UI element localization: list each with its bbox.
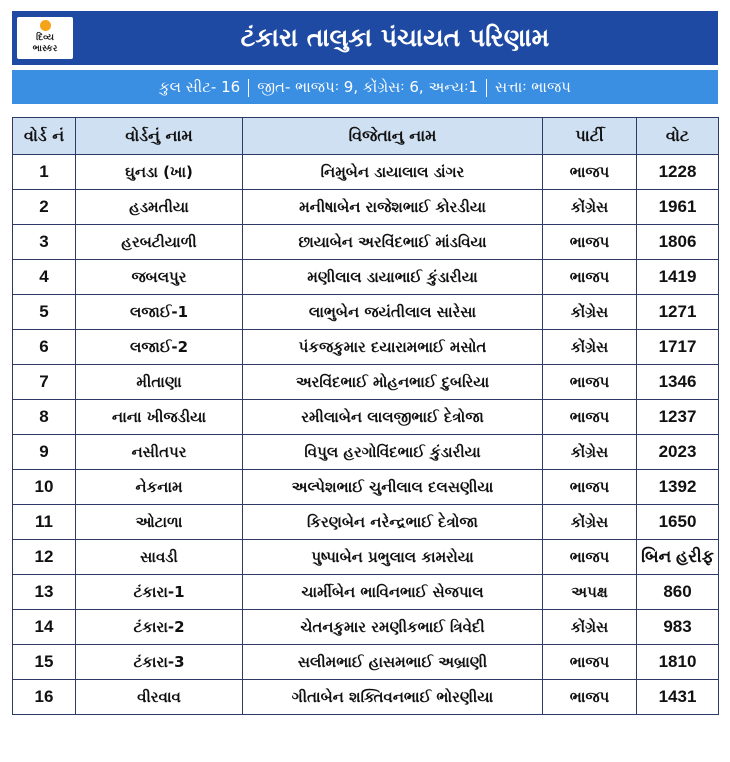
- table-row: [13, 540, 719, 575]
- party-cell: ભાજપ: [543, 225, 637, 260]
- votes-cell: 1228: [637, 155, 719, 190]
- ward-number-cell: 14: [13, 610, 76, 645]
- ward-name-cell: મીતાણા: [76, 365, 243, 400]
- ward-number-cell: 1: [13, 155, 76, 190]
- ward-name-cell: લજાઈ-2: [76, 330, 243, 365]
- divider: [486, 79, 487, 97]
- ruling-party: સત્તાઃ ભાજપ: [494, 78, 571, 96]
- party-cell: ભાજપ: [543, 645, 637, 680]
- party-cell: કોંગ્રેસ: [543, 505, 637, 540]
- table-row: [13, 260, 719, 295]
- wins-summary: જીત- ભાજપઃ 9, કોંગ્રેસઃ 6, અન્યઃ1: [257, 78, 478, 96]
- winner-name-cell: ચેતનકુમાર રમણીકભાઈ ત્રિવેદી: [243, 610, 543, 645]
- party-cell: કોંગ્રેસ: [543, 330, 637, 365]
- table-row: [13, 190, 719, 225]
- ward-name-cell: હડમતીયા: [76, 190, 243, 225]
- ward-name-cell: નેકનામ: [76, 470, 243, 505]
- header-winner-name: વિજેતાનુ નામ: [243, 118, 543, 155]
- ward-number-cell: 16: [13, 680, 76, 715]
- party-cell: અપક્ષ: [543, 575, 637, 610]
- ward-number-cell: 13: [13, 575, 76, 610]
- party-cell: ભાજપ: [543, 155, 637, 190]
- header-ward-no: વોર્ડ નં: [13, 118, 76, 155]
- winner-name-cell: ગીતાબેન શક્તિવનભાઈ ભોરણીયા: [243, 680, 543, 715]
- ward-name-cell: જબલપુર: [76, 260, 243, 295]
- ward-number-cell: 8: [13, 400, 76, 435]
- winner-name-cell: રમીલાબેન લાલજીભાઈ દેત્રોજા: [243, 400, 543, 435]
- logo-text-line2: ભાસ્કર: [32, 44, 58, 54]
- logo-text-line1: દિવ્ય: [36, 33, 54, 43]
- page-title: ટંકારા તાલુકા પંચાયત પરિણામ: [240, 23, 550, 52]
- ward-name-cell: ટંકારા-1: [76, 575, 243, 610]
- party-cell: કોંગ્રેસ: [543, 610, 637, 645]
- party-cell: ભાજપ: [543, 470, 637, 505]
- ward-name-cell: લજાઈ-1: [76, 295, 243, 330]
- ward-number-cell: 4: [13, 260, 76, 295]
- votes-cell: 1271: [637, 295, 719, 330]
- votes-cell: 1806: [637, 225, 719, 260]
- winner-name-cell: મણીલાલ ડાયાભાઈ કુંડારીયા: [243, 260, 543, 295]
- party-cell: ભાજપ: [543, 540, 637, 575]
- table-row: [13, 365, 719, 400]
- divider: [248, 79, 249, 97]
- ward-name-cell: સાવડી: [76, 540, 243, 575]
- header-votes: વોટ: [637, 118, 719, 155]
- votes-cell: 1717: [637, 330, 719, 365]
- winner-name-cell: છાયાબેન અરવિંદભાઈ માંડવિયા: [243, 225, 543, 260]
- winner-name-cell: પંકજકુમાર દયારામભાઈ મસોત: [243, 330, 543, 365]
- ward-number-cell: 11: [13, 505, 76, 540]
- votes-cell: 1419: [637, 260, 719, 295]
- table-header-row: [13, 118, 719, 155]
- title-banner: [12, 11, 718, 65]
- table-row: [13, 680, 719, 715]
- ward-name-cell: ઘુનડા (ખા): [76, 155, 243, 190]
- table-row: [13, 470, 719, 505]
- votes-cell: 1392: [637, 470, 719, 505]
- party-cell: ભાજપ: [543, 260, 637, 295]
- votes-cell: 1650: [637, 505, 719, 540]
- ward-name-cell: ઓટાળા: [76, 505, 243, 540]
- header-party: પાર્ટી: [543, 118, 637, 155]
- ward-number-cell: 7: [13, 365, 76, 400]
- ward-number-cell: 12: [13, 540, 76, 575]
- votes-cell: 1961: [637, 190, 719, 225]
- ward-name-cell: હરબટીયાળી: [76, 225, 243, 260]
- ward-number-cell: 2: [13, 190, 76, 225]
- votes-cell: 1431: [637, 680, 719, 715]
- total-seats: કુલ સીટ- 16: [159, 78, 241, 96]
- party-cell: કોંગ્રેસ: [543, 435, 637, 470]
- table-row: [13, 610, 719, 645]
- votes-cell: 983: [637, 610, 719, 645]
- ward-number-cell: 3: [13, 225, 76, 260]
- ward-name-cell: ટંકારા-2: [76, 610, 243, 645]
- table-row: [13, 330, 719, 365]
- sun-icon: [40, 20, 51, 31]
- ward-name-cell: નાના ખીજડીયા: [76, 400, 243, 435]
- winner-name-cell: મનીષાબેન રાજેશભાઈ કોરડીયા: [243, 190, 543, 225]
- winner-name-cell: વિપુલ હરગોવિંદભાઈ કુંડારીયા: [243, 435, 543, 470]
- party-cell: ભાજપ: [543, 365, 637, 400]
- party-cell: કોંગ્રેસ: [543, 190, 637, 225]
- ward-number-cell: 9: [13, 435, 76, 470]
- votes-cell: 860: [637, 575, 719, 610]
- winner-name-cell: અલ્પેશભાઈ ચુનીલાલ દલસણીયા: [243, 470, 543, 505]
- winner-name-cell: નિમુબેન ડાયાલાલ ડાંગર: [243, 155, 543, 190]
- party-cell: કોંગ્રેસ: [543, 295, 637, 330]
- table-row: [13, 505, 719, 540]
- divya-bhaskar-logo: [17, 17, 73, 59]
- ward-number-cell: 5: [13, 295, 76, 330]
- ward-name-cell: વીરવાવ: [76, 680, 243, 715]
- table-body: [13, 155, 719, 715]
- table-row: [13, 435, 719, 470]
- winner-name-cell: ચાર્મીબેન ભાવિનભાઈ સેજપાલ: [243, 575, 543, 610]
- table-row: [13, 155, 719, 190]
- votes-cell: બિન હરીફ: [637, 540, 719, 575]
- results-table: [12, 117, 719, 715]
- party-cell: ભાજપ: [543, 680, 637, 715]
- header-ward-name: વોર્ડનું નામ: [76, 118, 243, 155]
- ward-name-cell: નસીતપર: [76, 435, 243, 470]
- votes-cell: 1237: [637, 400, 719, 435]
- votes-cell: 2023: [637, 435, 719, 470]
- party-cell: ભાજપ: [543, 400, 637, 435]
- summary-bar: [12, 70, 718, 104]
- table-row: [13, 400, 719, 435]
- ward-number-cell: 6: [13, 330, 76, 365]
- votes-cell: 1346: [637, 365, 719, 400]
- winner-name-cell: લાભુબેન જયંતીલાલ સારેસા: [243, 295, 543, 330]
- ward-name-cell: ટંકારા-3: [76, 645, 243, 680]
- ward-number-cell: 15: [13, 645, 76, 680]
- table-row: [13, 295, 719, 330]
- winner-name-cell: અરવિંદભાઈ મોહનભાઈ દુબરિયા: [243, 365, 543, 400]
- winner-name-cell: સલીમભાઈ હાસમભાઈ અબ્રાણી: [243, 645, 543, 680]
- ward-number-cell: 10: [13, 470, 76, 505]
- winner-name-cell: કિરણબેન નરેન્દ્રભાઈ દેત્રોજા: [243, 505, 543, 540]
- table-row: [13, 645, 719, 680]
- table-row: [13, 575, 719, 610]
- votes-cell: 1810: [637, 645, 719, 680]
- winner-name-cell: પુષ્પાબેન પ્રભુલાલ કામરોયા: [243, 540, 543, 575]
- table-row: [13, 225, 719, 260]
